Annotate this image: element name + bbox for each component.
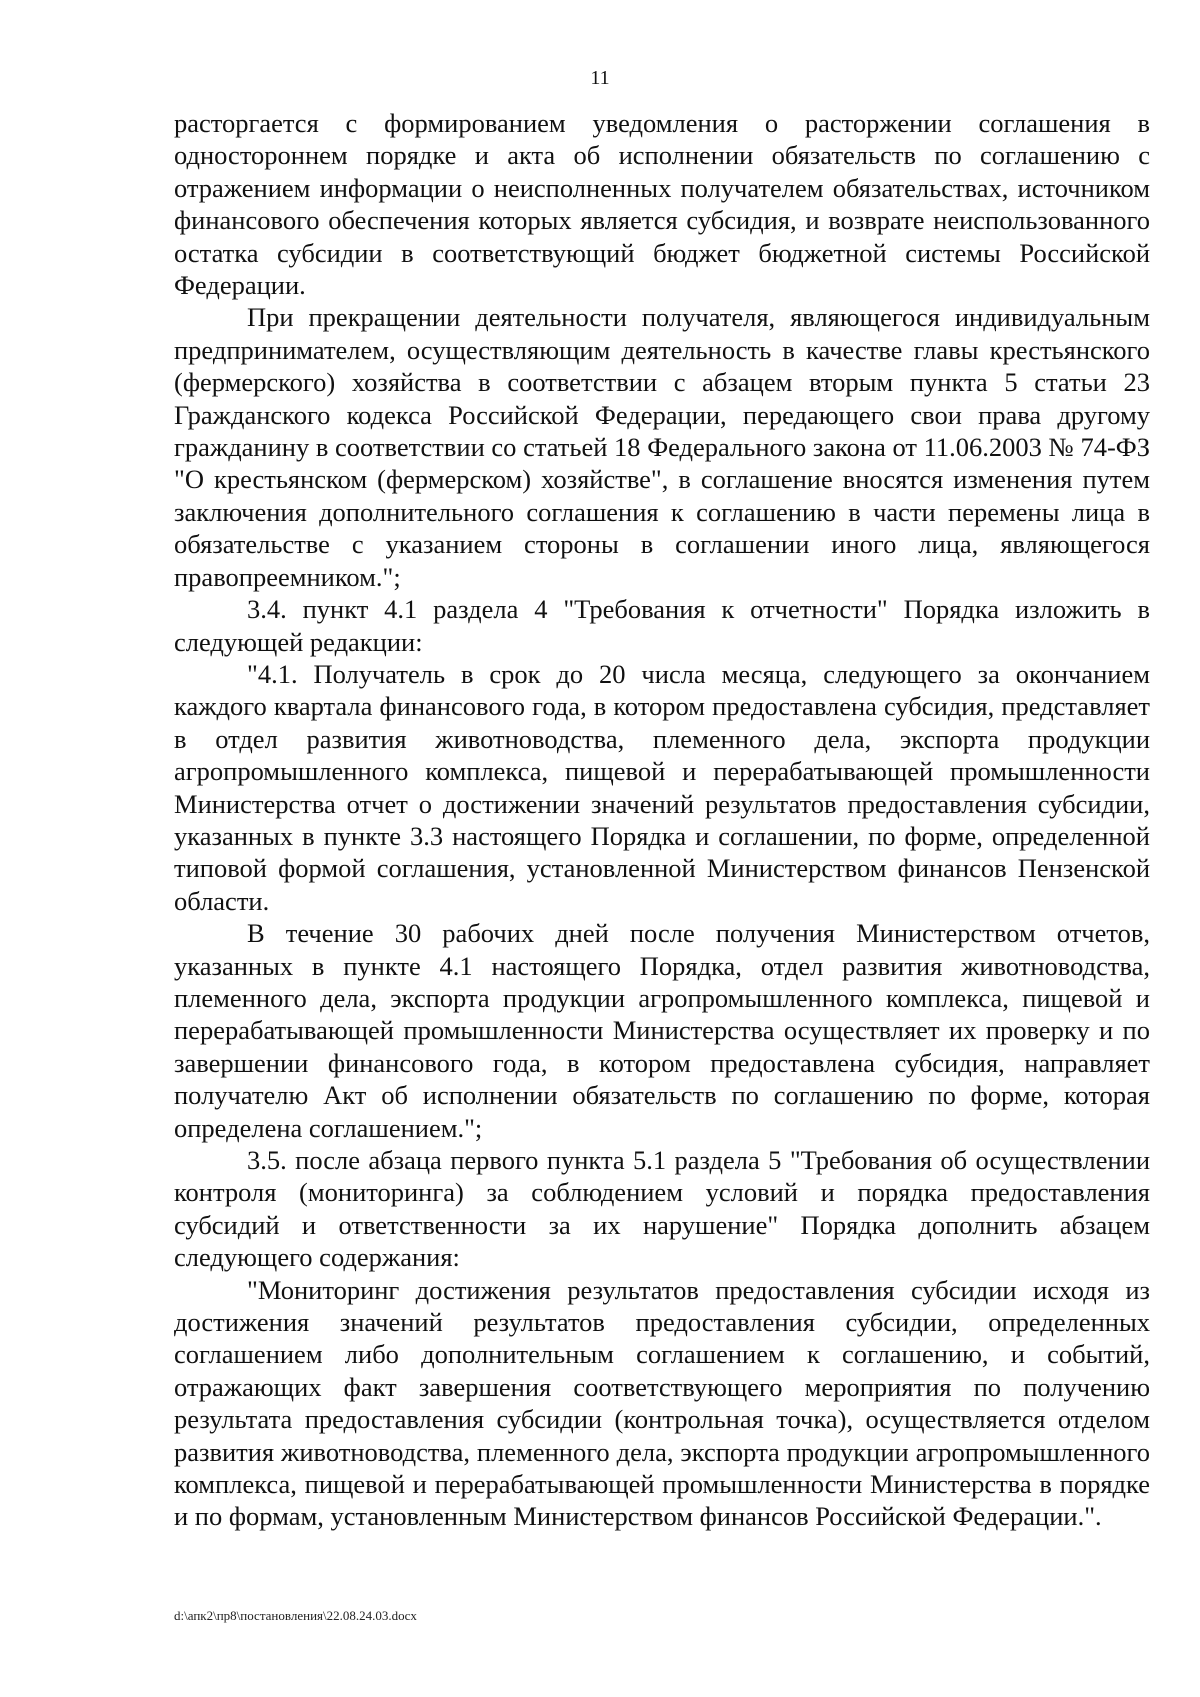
footer-file-path: d:\апк2\пр8\постановления\22.08.24.03.docx <box>174 1608 417 1623</box>
paragraph-item-3-4: 3.4. пункт 4.1 раздела 4 "Требования к отчетности" Порядка изложить в следующей редакции: <box>174 594 1150 657</box>
paragraph-clause-4-1: "4.1. Получатель в срок до 20 числа месяца, следующего за окончанием каждого квартала финансового года, в котором предоставлена субсидия, представляет в отдел развития животноводства, племенного дела, экспорта продукции агропромышленного комплекса, пищевой и перерабатывающей промышленности Министерства отчет о достижении значений результатов предоставления субсидии, указанных в пункте 3.3 настоящего Порядка и соглашении, по форме, определенной типовой формой соглашения, установленной Министерством финансов Пензенской области. <box>174 658 1150 916</box>
paragraph-monitoring: "Мониторинг достижения результатов предоставления субсидии исходя из достижения значений результатов предоставления субсидии, определенных соглашением либо дополнительным соглашением к соглашению, и событий, отражающих факт завершения соответствующего мероприятия по получению результата предоставления субсидии (контрольная точка), осуществляется отделом развития животноводства, племенного дела, экспорта продукции агропромышленного комплекса, пищевой и перерабатывающей промышленности Министерства в порядке и по формам, установленным Министерством финансов Российской Федерации.". <box>174 1274 1150 1532</box>
document-body <box>174 107 1150 1533</box>
page-number: 11 <box>590 67 610 89</box>
paragraph-termination-rule: При прекращении деятельности получателя, являющегося индивидуальным предпринимателем, осуществляющим деятельность в качестве главы крестьянского (фермерского) хозяйства в соответствии с абзацем вторым пункта 5 статьи 23 Гражданского кодекса Российской Федерации, передающего свои права другому гражданину в соответствии со статьей 18 Федерального закона от 11.06.2003 № 74-ФЗ "О крестьянском (фермерском) хозяйстве", в соглашение вносятся изменения путем заключения дополнительного соглашения к соглашению в части перемены лица в обязательстве с указанием стороны в соглашении иного лица, являющегося правопреемником."; <box>174 302 1150 592</box>
paragraph-item-3-5: 3.5. после абзаца первого пункта 5.1 раздела 5 "Требования об осуществлении контроля (мониторинга) за соблюдением условий и порядка предоставления субсидий и ответственности за их нарушение" Порядка дополнить абзацем следующего содержания: <box>174 1145 1150 1273</box>
paragraph-continuation: расторгается с формированием уведомления о расторжении соглашения в одностороннем порядке и акта об исполнении обязательств по соглашению с отражением информации о неисполненных получателем обязательствах, источником финансового обеспечения которых является субсидия, и возврате неиспользованного остатка субсидии в соответствующий бюджет бюджетной системы Российской Федерации. <box>174 108 1150 301</box>
paragraph-report-review: В течение 30 рабочих дней после получения Министерством отчетов, указанных в пункте 4.1 настоящего Порядка, отдел развития животноводства, племенного дела, экспорта продукции агропромышленного комплекса, пищевой и перерабатывающей промышленности Министерства осуществляет их проверку и по завершении финансового года, в котором предоставлена субсидия, направляет получателю Акт об исполнении обязательств по соглашению по форме, которая определена соглашением."; <box>174 918 1150 1143</box>
